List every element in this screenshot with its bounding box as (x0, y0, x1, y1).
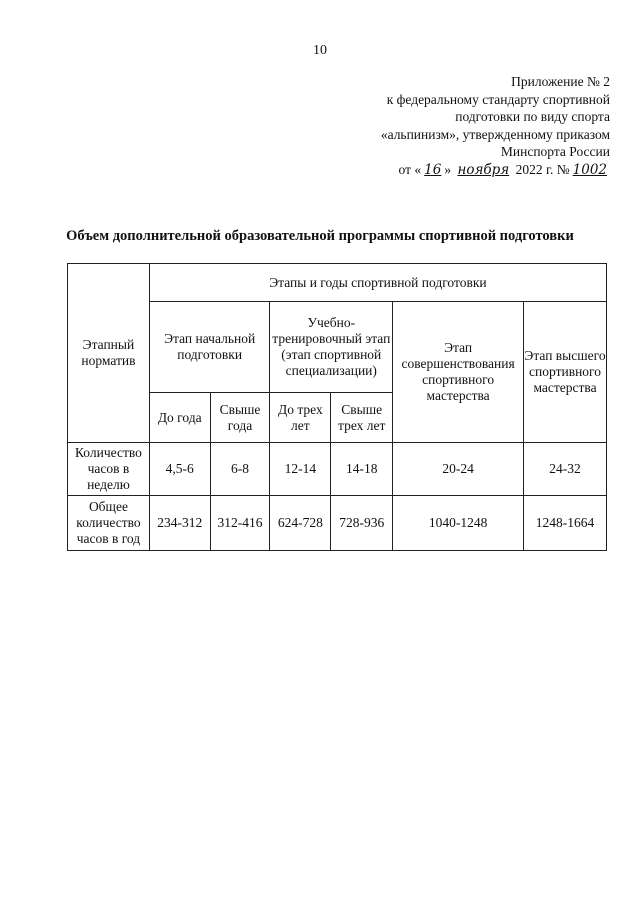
table-cell: 312-416 (210, 496, 270, 551)
subheader-over-three-years: Свыше трех лет (331, 393, 393, 443)
stage-header-initial: Этап начальной подготовки (149, 302, 270, 393)
header-row-top (68, 264, 607, 302)
table-cell: 14-18 (331, 443, 393, 496)
handwritten-order-number: 1002 (572, 161, 607, 178)
table-cell: 4,5-6 (149, 443, 210, 496)
subheader-up-to-year: До года (149, 393, 210, 443)
subheader-up-to-three-years: До трех лет (270, 393, 331, 443)
table-cell: 12-14 (270, 443, 331, 496)
stage-header-higher-mastery: Этап высшего спортивного мастерства (524, 302, 607, 443)
table-cell: 624-728 (270, 496, 331, 551)
table-cell: 20-24 (393, 443, 524, 496)
table-cell: 1248-1664 (524, 496, 607, 551)
row-label: Общее количество часов в год (68, 496, 150, 551)
group-header: Этапы и годы спортивной подготовки (149, 264, 606, 302)
appendix-line-2: к федеральному стандарту спортивной (386, 91, 610, 107)
page-number: 10 (313, 43, 327, 58)
corner-header: Этапный норматив (68, 264, 150, 443)
appendix-line-4: «альпинизм», утвержденному приказом (380, 126, 610, 142)
table-cell: 24-32 (524, 443, 607, 496)
date-mid: » (444, 161, 452, 177)
table-cell: 6-8 (210, 443, 270, 496)
stage-header-training: Учебно-тренировочный этап (этап спортивной специализации) (270, 302, 393, 393)
appendix-title: Приложение № 2 (511, 74, 610, 89)
appendix-header (310, 73, 610, 179)
appendix-line-3: подготовки по виду спорта (455, 109, 610, 124)
document-title: Объем дополнительной образовательной программы спортивной подготовки (66, 228, 574, 244)
table-cell: 728-936 (331, 496, 393, 551)
appendix-line-5: Минспорта России (500, 144, 610, 159)
subheader-over-year: Свыше года (210, 393, 270, 443)
stage-header-improvement: Этап совершенствования спортивного мастерства (393, 302, 524, 443)
handwritten-day: 16 (424, 161, 442, 178)
table-row (68, 443, 607, 496)
table-cell: 234-312 (149, 496, 210, 551)
year-text: 2022 г. № (515, 161, 570, 177)
handwritten-month: ноября (457, 161, 510, 178)
appendix-date-line (310, 161, 610, 180)
table-row (68, 496, 607, 551)
training-volume-table (67, 263, 607, 551)
row-label: Количество часов в неделю (68, 443, 150, 496)
table-cell: 1040-1248 (393, 496, 524, 551)
date-prefix: от « (398, 161, 422, 177)
